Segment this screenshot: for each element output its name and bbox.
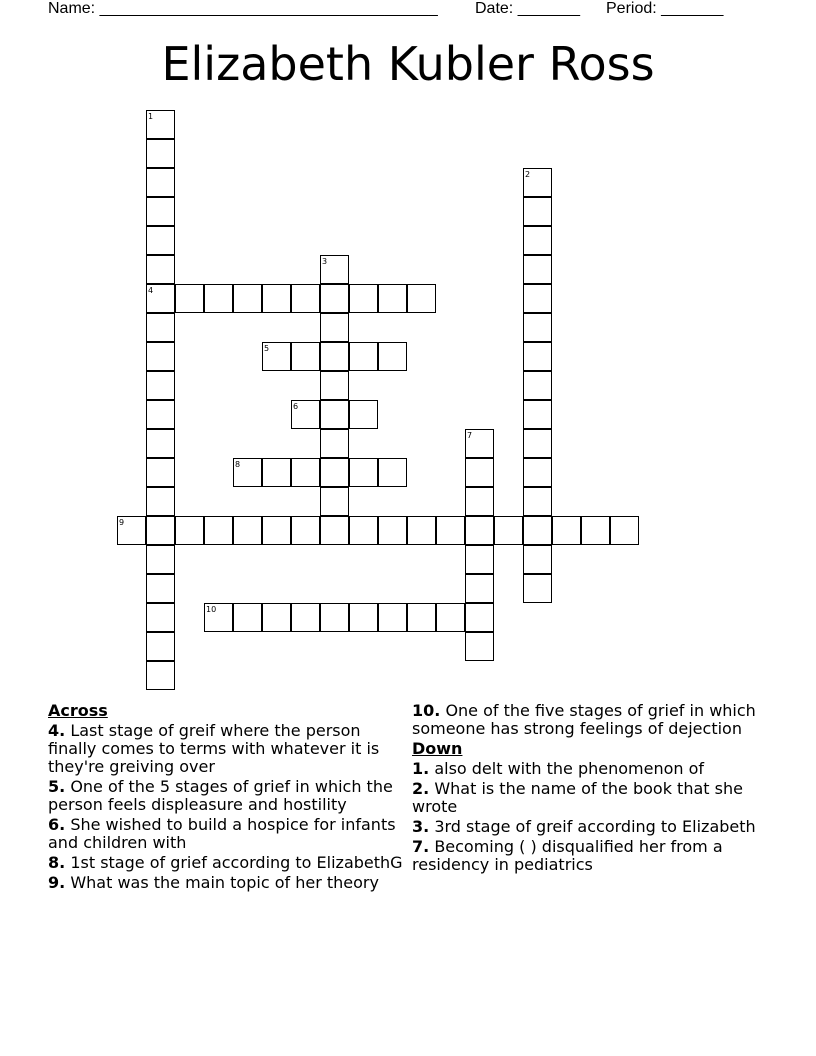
clue-number-label: 3 xyxy=(322,257,328,266)
clue-number: 4. xyxy=(48,721,66,740)
clue-text: She wished to build a hospice for infants and children with xyxy=(48,815,396,852)
crossword-cell[interactable] xyxy=(320,284,349,313)
crossword-cell[interactable] xyxy=(146,226,175,255)
crossword-cell[interactable] xyxy=(523,545,552,574)
clue-text: What is the name of the book that she wrote xyxy=(412,779,743,816)
clue-text: 1st stage of grief according to ElizabethG xyxy=(70,853,403,872)
crossword-cell[interactable] xyxy=(378,516,407,545)
crossword-cell[interactable] xyxy=(320,458,349,487)
clue-down-1 xyxy=(412,760,762,778)
clue-number-label: 8 xyxy=(235,460,241,469)
crossword-cell[interactable] xyxy=(378,342,407,371)
name-field[interactable]: Name: ______________________________________ xyxy=(48,0,438,17)
crossword-cell[interactable] xyxy=(204,284,233,313)
crossword-cell[interactable] xyxy=(407,603,436,632)
clue-across-9 xyxy=(48,874,406,892)
crossword-cell[interactable] xyxy=(146,661,175,690)
clue-text: What was the main topic of her theory xyxy=(70,873,379,892)
crossword-cell[interactable] xyxy=(320,400,349,429)
crossword-cell[interactable] xyxy=(523,197,552,226)
crossword-cell[interactable] xyxy=(233,516,262,545)
crossword-cell[interactable] xyxy=(436,516,465,545)
crossword-cell[interactable] xyxy=(378,458,407,487)
crossword-cell[interactable] xyxy=(291,516,320,545)
crossword-cell[interactable] xyxy=(320,342,349,371)
clue-number-label: 4 xyxy=(148,286,154,295)
crossword-cell[interactable] xyxy=(146,429,175,458)
down-heading: Down xyxy=(412,739,463,758)
clue-number-label: 6 xyxy=(293,402,299,411)
crossword-cell[interactable] xyxy=(349,342,378,371)
crossword-cell[interactable] xyxy=(552,516,581,545)
clue-across-8 xyxy=(48,854,406,872)
crossword-cell[interactable] xyxy=(523,400,552,429)
across-clues xyxy=(48,702,406,894)
crossword-cell[interactable] xyxy=(233,284,262,313)
crossword-cell[interactable] xyxy=(320,371,349,400)
clue-text: One of the five stages of grief in which someone has strong feelings of dejection xyxy=(412,701,756,738)
clue-text: One of the 5 stages of grief in which the person feels displeasure and hostility xyxy=(48,777,393,814)
crossword-cell[interactable] xyxy=(146,197,175,226)
crossword-cell[interactable] xyxy=(349,603,378,632)
crossword-cell[interactable] xyxy=(146,574,175,603)
clue-number-label: 5 xyxy=(264,344,270,353)
crossword-cell[interactable] xyxy=(146,603,175,632)
crossword-cell[interactable] xyxy=(523,284,552,313)
crossword-cell[interactable] xyxy=(146,255,175,284)
crossword-cell[interactable] xyxy=(146,632,175,661)
crossword-cell[interactable] xyxy=(146,400,175,429)
clue-down-7 xyxy=(412,838,762,874)
crossword-cell[interactable] xyxy=(146,342,175,371)
crossword-cell[interactable] xyxy=(436,603,465,632)
crossword-cell[interactable] xyxy=(146,313,175,342)
crossword-cell[interactable] xyxy=(146,516,175,545)
crossword-cell[interactable] xyxy=(204,516,233,545)
crossword-cell[interactable] xyxy=(146,139,175,168)
crossword-cell[interactable] xyxy=(465,574,494,603)
crossword-cell[interactable] xyxy=(523,458,552,487)
crossword-cell[interactable] xyxy=(320,313,349,342)
period-field[interactable]: Period: _______ xyxy=(606,0,724,17)
crossword-cell[interactable] xyxy=(146,168,175,197)
crossword-cell[interactable] xyxy=(407,516,436,545)
crossword-cell[interactable] xyxy=(233,603,262,632)
clue-number-label: 1 xyxy=(148,112,154,121)
crossword-cell[interactable] xyxy=(523,429,552,458)
crossword-cell[interactable] xyxy=(291,603,320,632)
clue-number: 9. xyxy=(48,873,66,892)
crossword-cell[interactable] xyxy=(349,400,378,429)
date-field[interactable]: Date: _______ xyxy=(475,0,580,17)
crossword-cell[interactable] xyxy=(291,284,320,313)
clue-number-label: 7 xyxy=(467,431,473,440)
crossword-cell[interactable] xyxy=(349,284,378,313)
crossword-cell[interactable] xyxy=(262,603,291,632)
crossword-cell[interactable] xyxy=(465,458,494,487)
clue-text: 3rd stage of greif according to Elizabeth xyxy=(434,817,756,836)
crossword-cell[interactable] xyxy=(523,342,552,371)
crossword-cell[interactable] xyxy=(320,603,349,632)
crossword-cell[interactable] xyxy=(262,458,291,487)
crossword-cell[interactable] xyxy=(523,226,552,255)
crossword-cell[interactable] xyxy=(175,284,204,313)
crossword-cell[interactable] xyxy=(378,284,407,313)
crossword-cell[interactable] xyxy=(465,632,494,661)
crossword-cell[interactable] xyxy=(146,487,175,516)
crossword-cell[interactable] xyxy=(320,516,349,545)
clue-number: 10. xyxy=(412,701,441,720)
crossword-cell[interactable] xyxy=(320,487,349,516)
crossword-cell[interactable] xyxy=(523,574,552,603)
clue-text: also delt with the phenomenon of xyxy=(434,759,705,778)
crossword-cell[interactable] xyxy=(523,487,552,516)
clue-number-label: 2 xyxy=(525,170,531,179)
clue-number: 3. xyxy=(412,817,430,836)
crossword-cell[interactable] xyxy=(465,516,494,545)
crossword-cell[interactable] xyxy=(465,603,494,632)
clue-across-4 xyxy=(48,722,406,776)
crossword-cell[interactable] xyxy=(291,458,320,487)
crossword-cell[interactable] xyxy=(610,516,639,545)
crossword-cell[interactable] xyxy=(523,516,552,545)
crossword-cell[interactable] xyxy=(465,545,494,574)
clue-number: 6. xyxy=(48,815,66,834)
clue-across-6 xyxy=(48,816,406,852)
crossword-cell[interactable] xyxy=(146,458,175,487)
crossword-cell[interactable] xyxy=(146,371,175,400)
crossword-cell[interactable] xyxy=(581,516,610,545)
crossword-cell[interactable] xyxy=(262,284,291,313)
crossword-cell[interactable] xyxy=(523,313,552,342)
crossword-cell[interactable] xyxy=(291,342,320,371)
crossword-cell[interactable] xyxy=(349,516,378,545)
clue-down-2 xyxy=(412,780,762,816)
crossword-cell[interactable] xyxy=(378,603,407,632)
clue-number: 5. xyxy=(48,777,66,796)
across-heading: Across xyxy=(48,701,108,720)
clue-number: 2. xyxy=(412,779,430,798)
clue-number: 8. xyxy=(48,853,66,872)
crossword-cell[interactable] xyxy=(523,255,552,284)
clue-across-10 xyxy=(412,702,762,738)
page-title: Elizabeth Kubler Ross xyxy=(161,37,655,91)
clue-text: Becoming ( ) disqualified her from a residency in pediatrics xyxy=(412,837,723,874)
clue-number-label: 10 xyxy=(206,605,217,614)
crossword-cell[interactable] xyxy=(262,516,291,545)
clue-across-5 xyxy=(48,778,406,814)
clue-number-label: 9 xyxy=(119,518,125,527)
crossword-cell[interactable] xyxy=(349,458,378,487)
crossword-cell[interactable] xyxy=(320,429,349,458)
right-clue-column xyxy=(412,702,762,876)
crossword-cell[interactable] xyxy=(465,487,494,516)
clue-number: 1. xyxy=(412,759,430,778)
clue-number: 7. xyxy=(412,837,430,856)
clue-down-3 xyxy=(412,818,762,836)
crossword-cell[interactable] xyxy=(407,284,436,313)
crossword-cell[interactable] xyxy=(523,371,552,400)
crossword-cell[interactable] xyxy=(175,516,204,545)
crossword-cell[interactable] xyxy=(146,545,175,574)
clue-text: Last stage of greif where the person finally comes to terms with whatever it is they're greiving over xyxy=(48,721,380,776)
crossword-cell[interactable] xyxy=(494,516,523,545)
